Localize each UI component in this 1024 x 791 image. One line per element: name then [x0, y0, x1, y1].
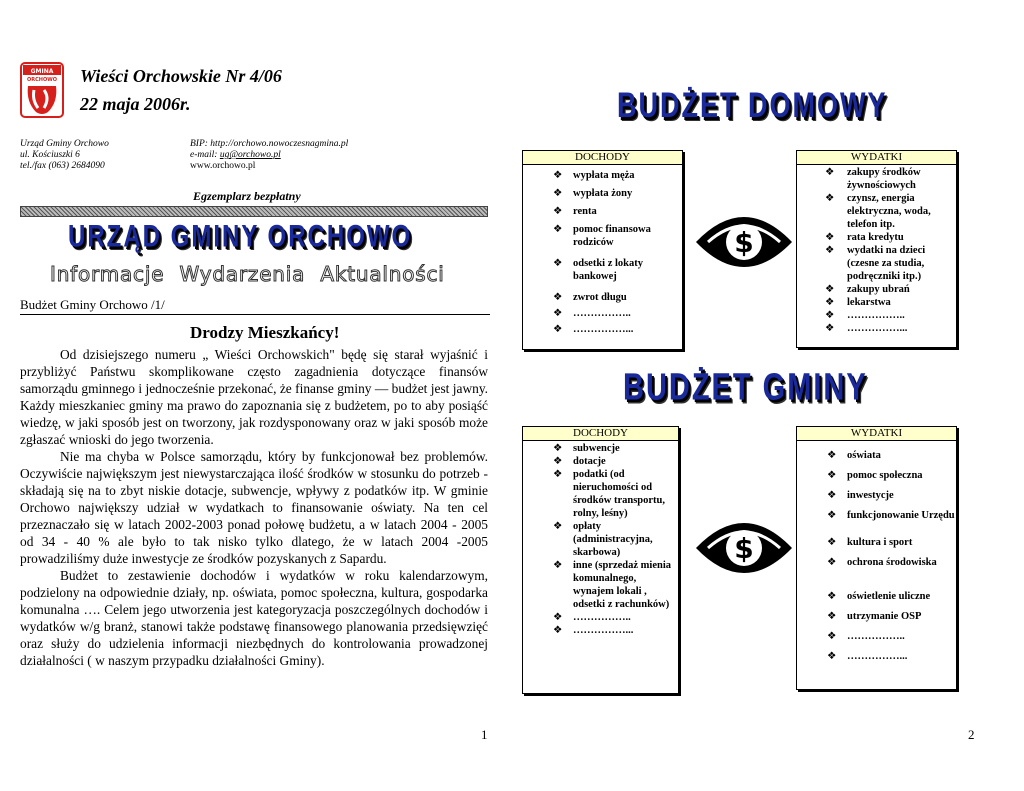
- budget-list-item: [797, 630, 956, 643]
- www-link[interactable]: www.orchowo.pl: [190, 161, 256, 171]
- budget-list-item: [523, 291, 682, 304]
- article-paragraph: Budżet to zestawienie dochodów i wydatków w roku kalendarzowym, podzielony na odpowiednie działy, np. oświata, pomoc społeczna, kultura, gospodarka komunalna …. Celem jego utworzenia jest kategoryzacja poszczególnych dochodów i wydatków w/g branż, stanowi także podstawę finansowego planowania przedsięwzięć oraz służy do udzielenia informacji niezbędnych do kontrolowania prowadzonej działalności ( w naszym przypadku działalności Gminy).: [20, 568, 488, 668]
- decorative-band: [20, 206, 488, 217]
- diamond-bullet-icon: ❖: [553, 206, 563, 217]
- diamond-bullet-icon: ❖: [553, 292, 563, 303]
- budget-item-label: zwrot długu: [573, 292, 627, 303]
- diamond-bullet-icon: ❖: [825, 310, 835, 321]
- divider: [20, 314, 490, 315]
- budget-list-item: [523, 611, 678, 624]
- budget-list-item: [797, 322, 956, 335]
- budget-list-item: [523, 442, 678, 455]
- budget-list-item: [523, 559, 678, 611]
- budget-item-label: zakupy ubrań: [847, 284, 910, 295]
- budget-item-label: ……………..: [847, 631, 905, 642]
- budget-list-item: [797, 610, 956, 623]
- household-income-header: DOCHODY: [523, 151, 682, 165]
- newsletter-title: Wieści Orchowskie Nr 4/06: [80, 66, 282, 86]
- diamond-bullet-icon: ❖: [825, 193, 835, 204]
- budget-item-label: lekarstwa: [847, 297, 891, 308]
- free-copy-note: Egzemplarz bezpłatny: [193, 189, 301, 203]
- budget-item-label: utrzymanie OSP: [847, 611, 922, 622]
- diamond-bullet-icon: ❖: [553, 469, 563, 480]
- budget-item-label: funkcjonowanie Urzędu: [847, 510, 955, 521]
- diamond-bullet-icon: ❖: [827, 631, 837, 642]
- gmina-orchowo-logo: [20, 62, 64, 118]
- email-line: [190, 150, 348, 161]
- diamond-bullet-icon: ❖: [553, 224, 563, 235]
- diamond-bullet-icon: ❖: [553, 258, 563, 269]
- diamond-bullet-icon: ❖: [827, 470, 837, 481]
- budget-list-item: [523, 187, 682, 200]
- budget-item-label: pomoc społeczna: [847, 470, 923, 481]
- budget-list-item: [523, 455, 678, 468]
- diamond-bullet-icon: ❖: [553, 625, 563, 636]
- budget-item-label: wypłata męża: [573, 170, 635, 181]
- office-address: [20, 139, 109, 172]
- office-name: Urząd Gminy Orchowo: [20, 139, 109, 149]
- budget-list-item: [797, 449, 956, 462]
- household-income-list: [523, 165, 682, 336]
- budget-list-item: [523, 520, 678, 559]
- budget-item-label: oświata: [847, 450, 881, 461]
- diamond-bullet-icon: ❖: [827, 490, 837, 501]
- budget-list-item: [523, 468, 678, 520]
- budget-list-item: [797, 244, 956, 283]
- article-paragraph: Od dzisiejszego numeru „ Wieści Orchowskich" będę się starał wyjaśnić i przybliżyć Państwu skomplikowane często zagadnienia dotyczące finansów samorządu gminnego i jednocześnie przekonać, że finanse gminy — budżet jest jawny. Każdy mieszkaniec gminy ma prawo do zapoznania się z budżetem, po to aby posiąść wiedzę, w jaki sposób jest on tworzony, jak rozdysponowany oraz w jaki sposób może zgłaszać wnioski do jego tworzenia.: [20, 347, 488, 447]
- budget-list-item: [797, 650, 956, 663]
- diamond-bullet-icon: ❖: [825, 167, 835, 178]
- budget-item-label: wypłata żony: [573, 188, 633, 199]
- budget-list-item: [523, 624, 678, 637]
- budget-item-label: podatki (od nieruchomości od środków transportu, rolny, leśny): [573, 469, 665, 519]
- diamond-bullet-icon: ❖: [553, 612, 563, 623]
- budget-list-item: [797, 192, 956, 231]
- budget-item-label: subwencje: [573, 443, 620, 454]
- budget-item-label: rata kredytu: [847, 232, 904, 243]
- diamond-bullet-icon: ❖: [553, 456, 563, 467]
- diamond-bullet-icon: ❖: [553, 521, 563, 532]
- budget-list-item: [797, 309, 956, 322]
- page-number-left: 1: [481, 727, 488, 742]
- budget-item-label: dotacje: [573, 456, 606, 467]
- article-greeting: Drodzy Mieszkańcy!: [190, 323, 340, 342]
- diamond-bullet-icon: ❖: [553, 443, 563, 454]
- budget-item-label: ……………...: [573, 324, 634, 335]
- diamond-bullet-icon: ❖: [827, 651, 837, 662]
- budget-item-label: czynsz, energia elektryczna, woda, telefon itp.: [847, 193, 931, 230]
- budget-list-item: [523, 257, 682, 283]
- household-income-box: [522, 150, 683, 350]
- budget-list-item: [523, 169, 682, 182]
- diamond-bullet-icon: ❖: [825, 232, 835, 243]
- budget-list-item: [797, 590, 956, 603]
- budget-item-label: ochrona środowiska: [847, 557, 937, 568]
- masthead-title: URZĄD GMINY ORCHOWO: [68, 219, 413, 255]
- article-body: [20, 346, 488, 669]
- svg-text:GMINA: GMINA: [30, 68, 54, 75]
- budget-item-label: ……………...: [847, 323, 908, 334]
- money-eye-icon: [694, 192, 794, 297]
- masthead-subtitle: Informacje Wydarzenia Aktualności: [50, 262, 445, 286]
- budget-item-label: ……………..: [573, 612, 631, 623]
- email-link[interactable]: ug@orchowo.pl: [219, 150, 281, 160]
- budget-item-label: wydatki na dzieci (czesne za studia, podręczniki itp.): [847, 245, 926, 282]
- page-number-right: 2: [968, 727, 975, 742]
- budget-list-item: [797, 296, 956, 309]
- budget-list-item: [523, 205, 682, 218]
- municipal-income-list: [523, 441, 678, 637]
- money-eye-icon: [694, 498, 794, 603]
- budget-list-item: [797, 231, 956, 244]
- diamond-bullet-icon: ❖: [553, 560, 563, 571]
- budget-item-label: kultura i sport: [847, 537, 913, 548]
- office-phone: tel./fax (063) 2684090: [20, 161, 105, 171]
- budget-item-label: renta: [573, 206, 597, 217]
- bip-link[interactable]: BIP: http://orchowo.nowoczesnagmina.pl: [190, 139, 349, 149]
- municipal-expense-list: [797, 441, 956, 663]
- diamond-bullet-icon: ❖: [827, 537, 837, 548]
- diamond-bullet-icon: ❖: [553, 170, 563, 181]
- diamond-bullet-icon: ❖: [553, 308, 563, 319]
- budzet-gminy-title: BUDŻET GMINY: [623, 367, 868, 409]
- budget-list-item: [797, 283, 956, 296]
- household-expense-header: WYDATKI: [797, 151, 956, 165]
- svg-text:ORCHOWO: ORCHOWO: [27, 77, 57, 83]
- municipal-income-header: DOCHODY: [523, 427, 678, 441]
- section-label: Budżet Gminy Orchowo /1/: [20, 297, 165, 312]
- budget-list-item: [523, 223, 682, 249]
- svg-text:$: $: [734, 226, 754, 259]
- diamond-bullet-icon: ❖: [825, 297, 835, 308]
- diamond-bullet-icon: ❖: [827, 591, 837, 602]
- budget-item-label: inwestycje: [847, 490, 894, 501]
- budget-list-item: [523, 307, 682, 320]
- diamond-bullet-icon: ❖: [827, 611, 837, 622]
- diamond-bullet-icon: ❖: [553, 188, 563, 199]
- household-expense-list: [797, 165, 956, 335]
- issue-date: 22 maja 2006r.: [80, 94, 191, 114]
- diamond-bullet-icon: ❖: [825, 323, 835, 334]
- budget-list-item: [523, 323, 682, 336]
- budget-list-item: [797, 556, 956, 569]
- article-paragraph: Nie ma chyba w Polsce samorządu, który by funkcjonował bez problemów. Oczywiście największym jest niewystarczająca ilość środków w stosunku do potrzeb -składają się na to zbyt niskie dotacje, subwencje, wpływy z podatków itp. W gminie Orchowo największy udział w wydatkach to finansowanie oświaty. Na ten cel przeznaczało się w latach 2002-2003 ponad połowę budżetu, a w latach 2004 - 2005 od 34 - 40 % ale było to tak nisko tylko dlatego, że w latach 2004 -2005 prowadziliśmy duże inwestycje ze środków pozyskanych z Sapardu.: [20, 449, 488, 566]
- budget-item-label: oświetlenie uliczne: [847, 591, 931, 602]
- budget-item-label: pomoc finansowa rodziców: [573, 224, 651, 248]
- budget-item-label: inne (sprzedaż mienia komunalnego, wynajem lokali , odsetki z rachunków): [573, 560, 671, 610]
- email-label: e-mail:: [190, 150, 220, 160]
- svg-text:$: $: [734, 532, 754, 565]
- budget-item-label: ……………...: [573, 625, 634, 636]
- budget-list-item: [797, 469, 956, 482]
- office-contact: [190, 139, 348, 172]
- budget-list-item: [797, 489, 956, 502]
- diamond-bullet-icon: ❖: [827, 557, 837, 568]
- budget-item-label: ……………..: [573, 308, 631, 319]
- budget-item-label: odsetki z lokaty bankowej: [573, 258, 644, 282]
- diamond-bullet-icon: ❖: [825, 245, 835, 256]
- municipal-expense-box: [796, 426, 957, 690]
- budget-list-item: [797, 536, 956, 549]
- budzet-domowy-title: BUDŻET DOMOWY: [617, 86, 888, 125]
- budget-item-label: zakupy środków żywnościowych: [847, 167, 921, 191]
- budget-list-item: [797, 166, 956, 192]
- budget-item-label: ……………...: [847, 651, 908, 662]
- diamond-bullet-icon: ❖: [825, 284, 835, 295]
- diamond-bullet-icon: ❖: [827, 450, 837, 461]
- budget-item-label: opłaty (administracyjna, skarbowa): [573, 521, 653, 558]
- diamond-bullet-icon: ❖: [553, 324, 563, 335]
- household-expense-box: [796, 150, 957, 348]
- municipal-income-box: [522, 426, 679, 694]
- municipal-expense-header: WYDATKI: [797, 427, 956, 441]
- budget-list-item: [797, 509, 956, 522]
- diamond-bullet-icon: ❖: [827, 510, 837, 521]
- budget-item-label: ……………..: [847, 310, 905, 321]
- office-street: ul. Kościuszki 6: [20, 150, 80, 160]
